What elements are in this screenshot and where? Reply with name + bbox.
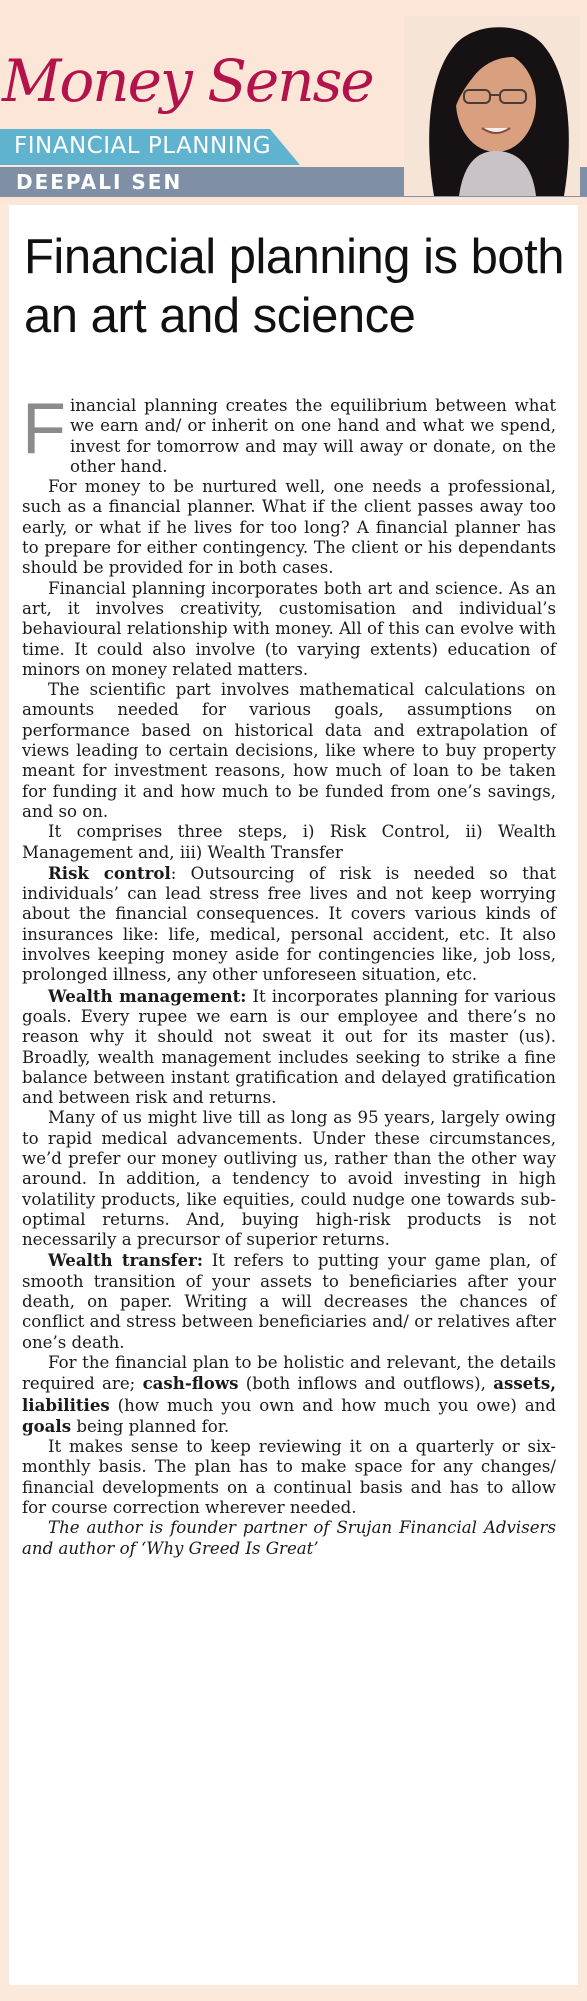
paragraph: The scientific part involves mathematical calculations on amounts needed for various goals, assumptions on performance based on historical data and extrapolation of views leading to certain decisions, like where to buy property meant for investment reasons, how much of loan to be taken for funding it and how much to be funded from one’s savings, and so on.	[22, 680, 556, 821]
paragraph-text: being planned for.	[71, 1416, 230, 1436]
paragraph	[22, 986, 556, 1109]
paragraph-text: : Outsourcing of risk is needed so that individuals’ can lead stress free lives and not keep worrying about the financial consequences. It covers various kinds of insurances like: life, medical, personal accident, etc. It also involves keeping money aside for contingencies like, job loss, prolonged illness, any other unforeseen situation, etc.	[22, 863, 556, 985]
author-footnote: The author is founder partner of Srujan Financial Advisers and author of ‘Why Greed Is Great’	[22, 1518, 556, 1558]
subhead-wealth-management: Wealth management:	[48, 985, 247, 1006]
article-headline: Financial planning is both an art and science	[24, 230, 564, 343]
section-label: FINANCIAL PLANNING	[14, 133, 272, 159]
paragraph: Many of us might live till as long as 95 years, largely owing to rapid medical advancements. Under these circumstances, we’d prefer our money outliving us, rather than the other way around. In addition, a tendency to avoid investing in high volatility products, like equities, could nudge one towards sub-optimal returns. And, buying high-risk products is not necessarily a precursor of superior returns.	[22, 1108, 556, 1250]
article-text	[22, 389, 557, 1559]
author-photo	[404, 16, 580, 196]
paragraph: Financial planning incorporates both art and science. As an art, it involves creativity, customisation and individual’s behavioural relationship with money. All of this can evolve with time. It could also involve (to varying extents) education of minors on money related matters.	[22, 578, 556, 679]
subhead-risk-control: Risk control	[48, 862, 171, 883]
paragraph-text: (how much you own and how much you owe) and	[109, 1395, 556, 1415]
bold-term: cash-flows	[142, 1373, 239, 1394]
paragraph: It comprises three steps, i) Risk Control, ii) Wealth Management and, iii) Wealth Transfer	[22, 822, 556, 862]
paragraph-text: (both inflows and outflows),	[238, 1374, 494, 1394]
bold-term: assets, liabilities	[22, 1373, 556, 1415]
drop-cap: F	[22, 389, 66, 469]
bold-term: goals	[22, 1415, 72, 1436]
paragraph	[22, 1353, 556, 1437]
paragraph: For money to be nurtured well, one needs a professional, such as a financial planner. What if the client passes away too early, or what if he lives for too long? A financial planner has to prepare for either contingency. The client or his dependants should be provided for in both cases.	[22, 477, 556, 578]
paragraph	[22, 389, 556, 477]
paragraph: It makes sense to keep reviewing it on a quarterly or six-monthly basis. The plan has to make space for any changes/ financial developments on a continual basis and has to allow for course correction wherever needed.	[22, 1437, 556, 1518]
paragraph-text: It refers to putting your game plan, of smooth transition of your assets to beneficiaries after your death, on paper. Writing a will decreases the chances of conflict and stress between beneficiaries and/ or relatives after one’s death.	[22, 1251, 557, 1352]
paragraph-text: inancial planning creates the equilibrium between what we earn and/ or inherit on one hand and what we spend, invest for tomorrow and may will away or donate, on the other hand.	[69, 396, 556, 476]
author-name: DEEPALI SEN	[16, 170, 183, 194]
paragraph-text: For the financial plan to be holistic and relevant, the details required are;	[22, 1352, 556, 1394]
subhead-wealth-transfer: Wealth transfer:	[48, 1250, 203, 1271]
paragraph	[22, 863, 556, 986]
paragraph	[22, 1250, 556, 1352]
paragraph-text: It incorporates planning for various goals. Every rupee we earn is our employee and there’s no reason why it should not sweat it out for its master (us). Broadly, wealth management includes seeking to strike a fine balance between instant gratification and delayed gratification and between risk and returns.	[22, 986, 556, 1108]
column-title: Money Sense	[2, 47, 373, 115]
